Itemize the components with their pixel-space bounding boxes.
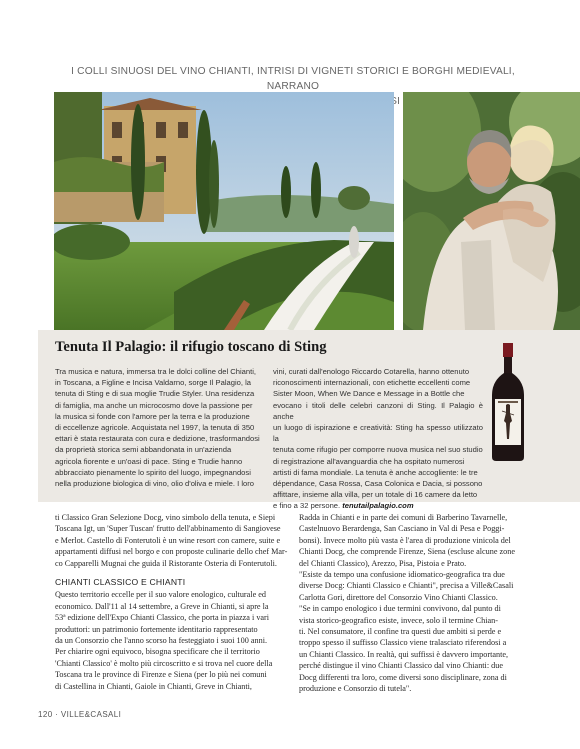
box-line: da proprietà storica semi abbandonata in un'azienda (55, 445, 232, 455)
box-line: Tra musica e natura, immersa tra le dolci colline del Chianti, (55, 367, 257, 376)
page-number: 120 (38, 710, 53, 719)
box-line: Sister Moon, When We Dance e Message in a Bottle che (273, 389, 465, 399)
box-line: vini, curati dall'enologo Riccardo Cotarella, hanno ottenuto (273, 367, 470, 376)
body-column-2 (299, 512, 533, 695)
page-footer (38, 710, 121, 719)
body-line: troppo spesso il suffisso Classico viene tralasciato riferendosi a (299, 638, 507, 648)
box-line: un luogo di ispirazione e creatività: Sting ha spesso utilizzato la (273, 423, 483, 444)
body-line: Chianti Docg, che comprende Firenze, Siena (escluse alcune zone (299, 547, 515, 557)
box-line-last (273, 500, 483, 511)
box-title: Tenuta Il Palagio: il rifugio toscano di Sting (55, 339, 327, 355)
header-line-2: SI (390, 96, 401, 107)
body-line: un Chianti Classico. In realtà, qui suffissi è davvero importante, (299, 649, 509, 659)
box-line: dépendance, Casa Rossa, Casa Colonica e Dacia, si possono (273, 479, 483, 489)
box-line: di registrazione all'avanguardia che ha ospitato numerosi (273, 456, 465, 466)
box-line: riconoscimenti internazionali, con etichette eccellenti come (273, 378, 471, 388)
body-line: Toscana Igt, un 'Super Tuscan' frutto dell'abbinamento di Sangiovese (55, 524, 281, 534)
box-line: agricola fiorente e un'oasi di pace. Sting e Trudie hanno (55, 456, 243, 466)
body-line: co Capparelli Mugnai che guida il Ristorante Osteria di Fonterutoli. (55, 558, 277, 568)
box-line: abbracciato pienamente lo spirito del luogo, impegnandosi (55, 467, 251, 477)
body-line: "Esiste da tempo una confusione idiomatico-geografica tra due (299, 570, 505, 580)
body-line: perché distingue il vino Chianti Classico dal vino Chianti: due (299, 661, 503, 671)
box-line-text: e fino a 32 persone. (273, 501, 341, 511)
body-line: appartamenti diffusi nel borgo e con proposte culinarie dello chef Mar- (55, 547, 288, 557)
box-column-1 (55, 366, 265, 489)
box-line: affittare, insieme alla villa, per un totale di 16 camere da letto (273, 490, 478, 500)
box-line: la musica si fonde con l'amore per la terra e la produzione (55, 411, 250, 421)
magazine-name: VILLE&CASALI (60, 710, 122, 719)
couple-portrait-photo (403, 92, 580, 330)
box-line: tenuta come rifugio per comporre nuova musica nel suo studio (273, 445, 483, 455)
box-line: di famiglia, ma anche un microcosmo dove la passione per (55, 400, 253, 410)
box-line: evocano i titoli delle celebri canzoni di Sting. Il Palagio è anche (273, 400, 483, 421)
body-column-1 (55, 512, 289, 692)
body-line: Toscana tra le province di Firenze e Siena (per lo più nei comuni (55, 670, 267, 680)
body-line: Radda in Chianti e in parte dei comuni di Barberino Tavarnelle, (299, 513, 508, 522)
body-line: economico. Dall'11 al 14 settembre, a Greve in Chianti, si apre la (55, 601, 269, 611)
box-line: di eccellenze agricole. Acquistata nel 1997, la tenuta di 350 (55, 423, 255, 433)
body-line: Carlotta Gori, direttore del Consorzio Vino Chianti Classico. (299, 592, 498, 602)
body-line: ti Classico Gran Selezione Docg, vino simbolo della tenuta, e Siepi (55, 513, 276, 522)
body-line: produttori: un patrimonio fortemente identitario rappresentato (55, 624, 258, 634)
body-line: "Se in campo enologico i due termini convivono, dal punto di (299, 604, 501, 614)
box-line: ettari è stata restaurata con cura e dedizione, trasformandosi (55, 434, 260, 444)
box-line: tenuta di Sting e di sua moglie Trudie Styler. Una residenza (55, 389, 255, 399)
body-line: e Merlot. Castello di Fonterutoli è un wine resort con camere, suite e (55, 535, 281, 545)
footer-separator: · (55, 710, 61, 719)
body-line: diverse Docg: Chianti Classico e Chianti", precisa a Ville&Casali (299, 581, 514, 591)
body-line: 53ª edizione dell'Expo Chianti Classico, che porta in piazza i vari (55, 613, 270, 623)
body-line: del Chianti Classico), Arezzo, Pisa, Pistoia e Prato. (299, 558, 467, 568)
body-line: bonsi). Invece molto più vasta è l'area di produzione vinicola del (299, 535, 511, 545)
body-line: produzione e Consorzio di tutela". (299, 684, 412, 694)
header-line-1: I COLLI SINUOSI DEL VINO CHIANTI, INTRISI DI VIGNETI STORICI E BORGHI MEDIEVALI, NARRANO (71, 66, 515, 92)
body-line: Per chiarire ogni equivoco, bisogna specificare che il territorio (55, 647, 260, 657)
box-line: nella produzione biologica di vino, olio d'oliva e miele. I loro (55, 479, 255, 489)
box-line: artisti di fama mondiale. La tenuta è anche accogliente: le tre (273, 467, 478, 477)
body-line: 'Chianti Classico' è molto più circoscritto e si trova nel cuore della (55, 658, 273, 668)
body-line: Castelnuovo Berardenga, San Casciano in Val di Pesa e Poggi- (299, 524, 505, 534)
box-column-2 (273, 366, 483, 512)
body-line: ti. Nel consumatore, il confine tra questi due ambiti si perde e (299, 627, 502, 637)
body-line: da un Consorzio che l'anno scorso ha festeggiato i suoi 100 anni. (55, 636, 268, 646)
website-link[interactable]: tenutailpalagio.com (342, 501, 414, 511)
wine-bottle-image (488, 343, 528, 461)
body-line: Docg differenti tra loro, come diversi sono disciplinare, zona di (299, 672, 507, 682)
villa-garden-photo (54, 92, 394, 330)
body-line: vista storico-geografico esiste, invece, solo il termine Chian- (299, 615, 498, 625)
body-line: Questo territorio eccelle per il suo valore enologico, culturale ed (55, 590, 266, 600)
body-line: di Castellina in Chianti, Gaiole in Chianti, Greve in Chianti, (55, 681, 252, 691)
section-subheading: CHIANTI CLASSICO E CHIANTI (55, 577, 186, 588)
box-line: in Toscana, a Figline e Incisa Valdarno, sorge Il Palagio, la (55, 378, 252, 388)
